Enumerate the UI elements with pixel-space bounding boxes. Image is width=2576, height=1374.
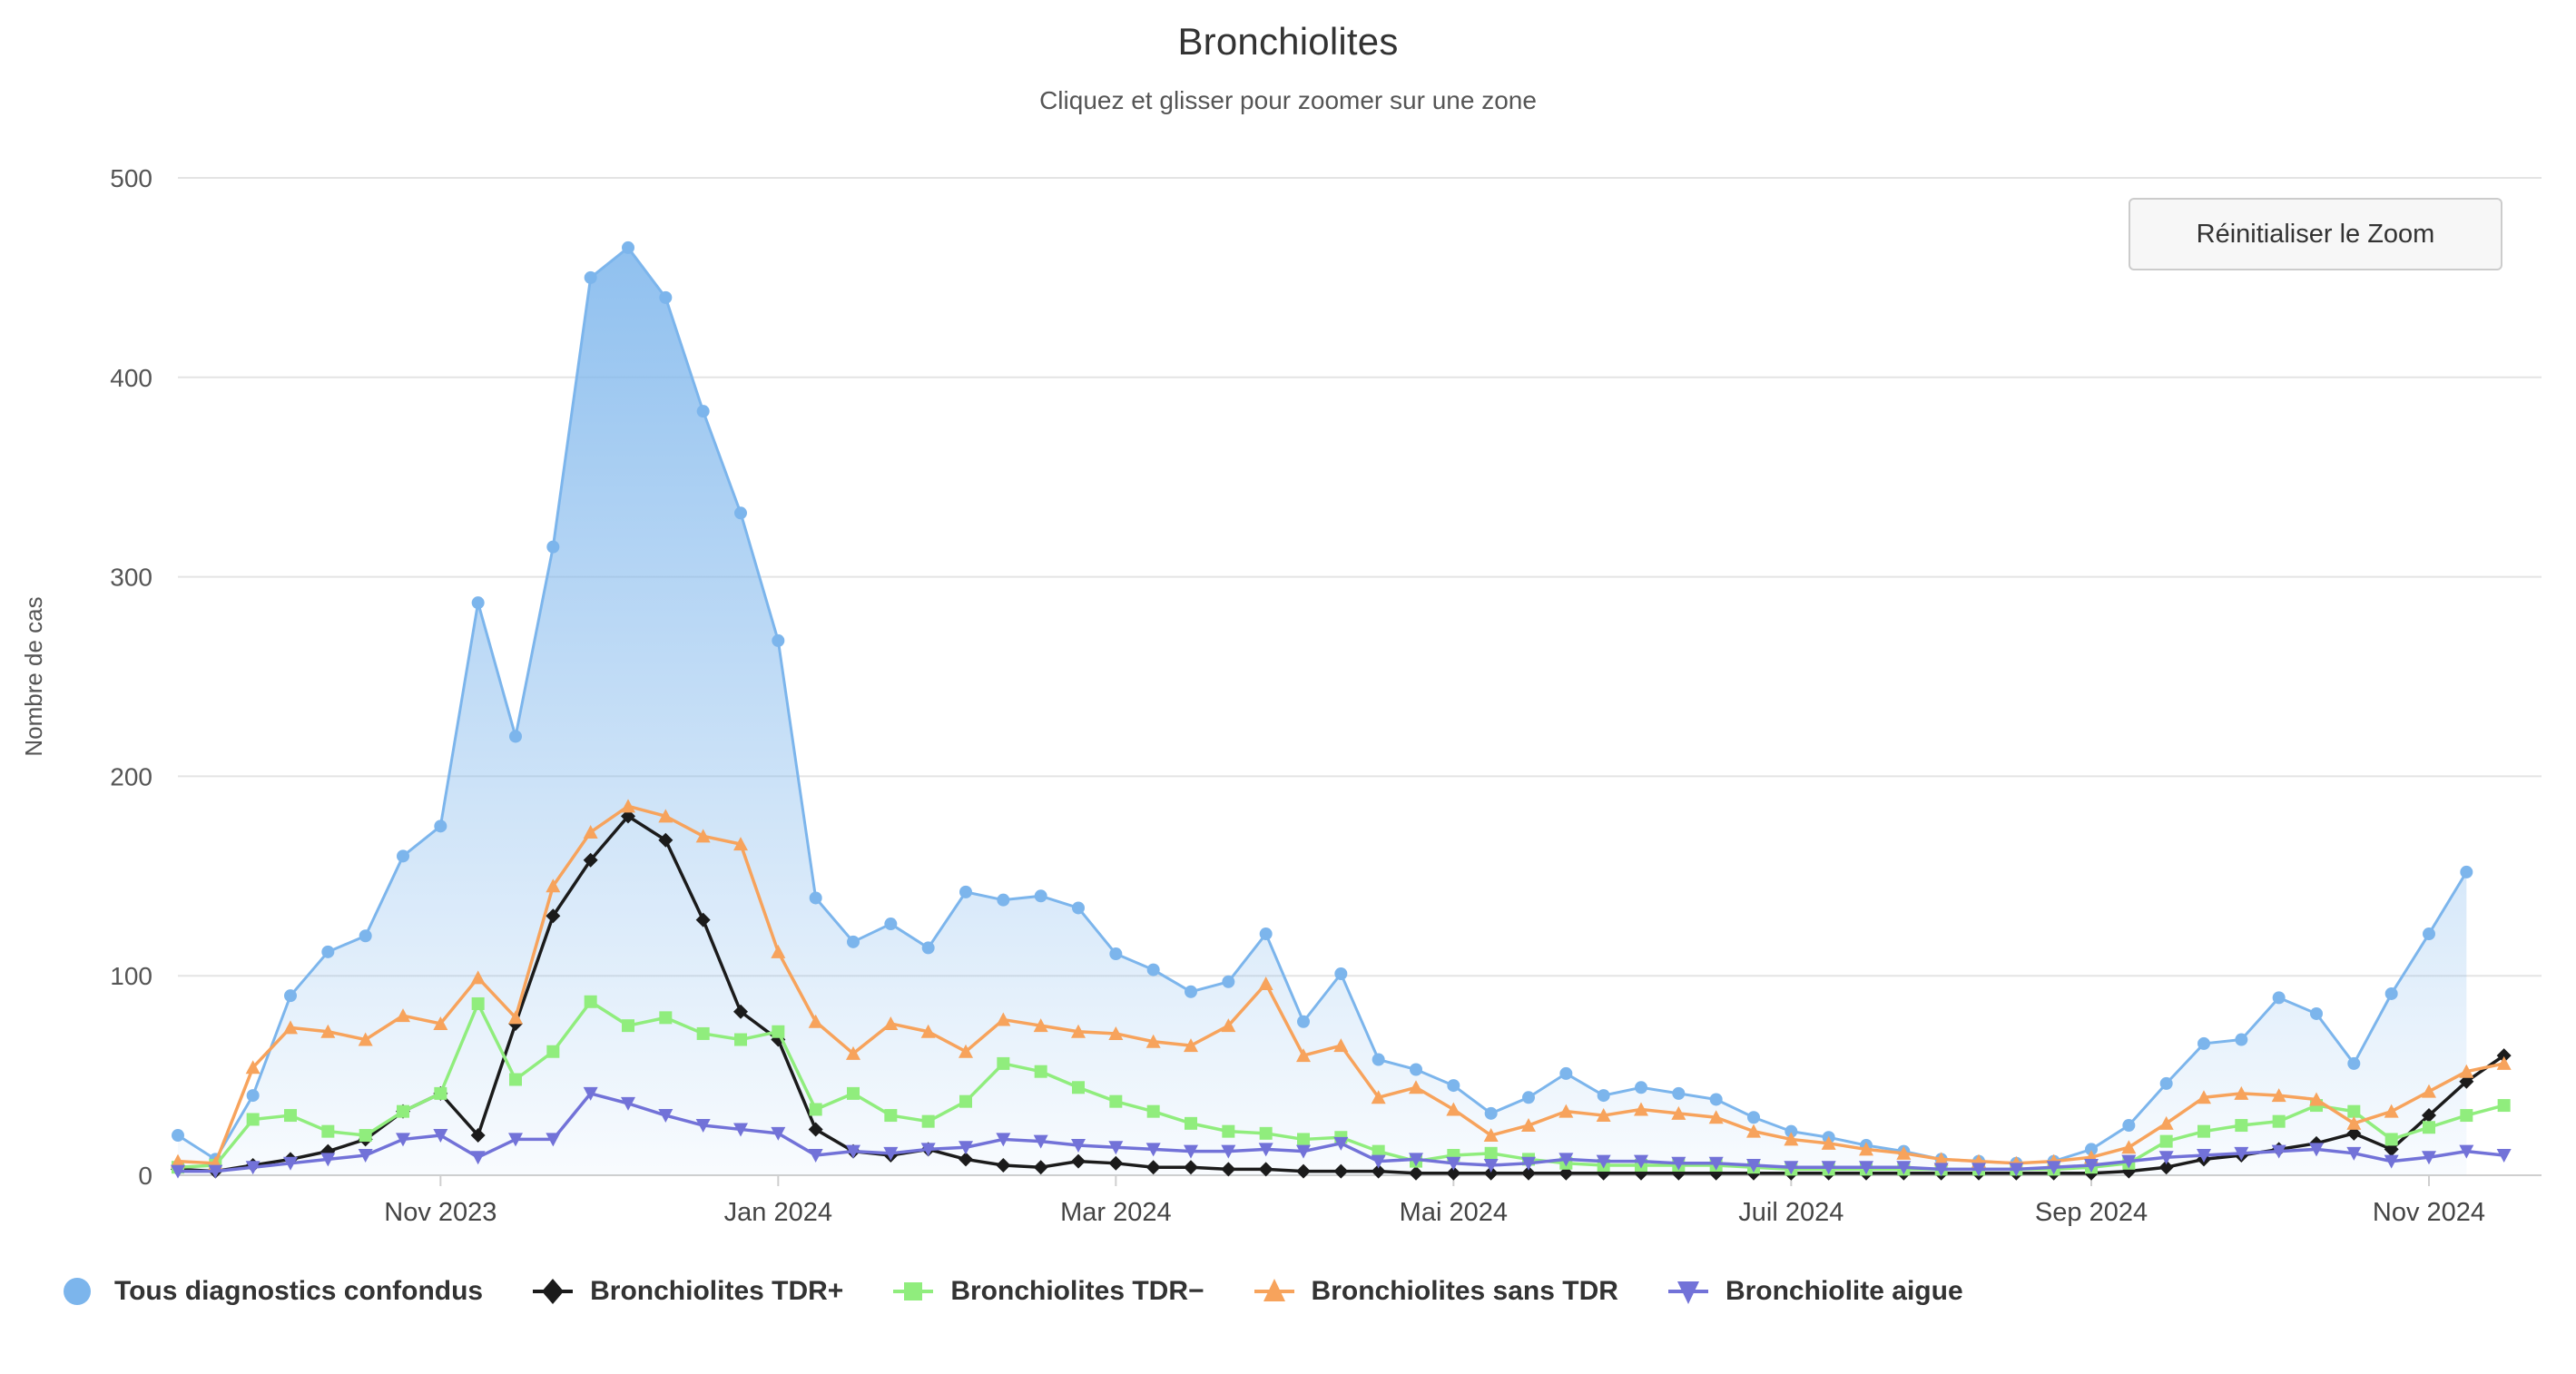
data-point-marker <box>1334 967 1347 980</box>
legend-item-label: Bronchiolites TDR+ <box>590 1276 844 1306</box>
data-point-marker <box>884 1109 897 1122</box>
data-point-marker <box>247 1113 260 1125</box>
legend-item-1[interactable] <box>56 1271 483 1312</box>
y-axis-tick-label: 0 <box>138 1162 152 1190</box>
data-point-marker <box>397 1105 409 1118</box>
data-point-marker <box>546 541 559 554</box>
legend-marker-triangle-icon <box>1254 1271 1295 1312</box>
chart-subtitle: Cliquez et glisser pour zoomer sur une zone <box>1039 86 1537 114</box>
data-point-marker <box>2460 1109 2473 1122</box>
data-point-marker <box>884 918 897 930</box>
data-point-marker <box>321 946 334 958</box>
data-point-marker <box>734 1034 747 1046</box>
data-point-marker <box>2498 1099 2511 1112</box>
chart-legend <box>56 1271 2012 1312</box>
data-point-marker <box>321 1125 334 1138</box>
data-point-marker <box>810 891 822 904</box>
data-point-marker <box>922 1115 935 1128</box>
data-point-marker <box>2122 1119 2135 1132</box>
data-point-marker <box>2273 991 2286 1004</box>
data-point-marker <box>959 1095 972 1108</box>
data-point-marker <box>2423 927 2435 940</box>
data-point-marker <box>772 634 784 647</box>
data-point-marker <box>2310 1007 2323 1020</box>
data-point-marker <box>959 886 972 898</box>
data-point-marker <box>1222 976 1234 988</box>
data-point-marker <box>2235 1034 2247 1046</box>
data-point-marker <box>1598 1089 1610 1102</box>
data-point-marker <box>734 506 747 519</box>
data-point-marker <box>1522 1091 1535 1104</box>
data-point-marker <box>2160 1135 2173 1148</box>
y-axis-tick-label: 100 <box>110 962 152 991</box>
legend-item-label: Bronchiolites TDR− <box>950 1276 1204 1306</box>
data-point-marker <box>1072 1081 1085 1094</box>
data-point-marker <box>659 291 672 304</box>
data-point-marker <box>659 1011 672 1024</box>
data-point-marker <box>585 996 597 1008</box>
data-point-marker <box>1297 1016 1310 1028</box>
data-point-marker <box>847 1087 860 1100</box>
data-point-marker <box>1185 986 1197 998</box>
data-point-marker <box>1710 1093 1723 1105</box>
data-point-marker <box>622 1019 634 1032</box>
x-axis-tick-label: Mai 2024 <box>1399 1198 1508 1227</box>
page-title: Bronchiolites <box>1177 20 1399 63</box>
x-axis-tick-label: Nov 2023 <box>384 1198 497 1227</box>
legend-marker-circle-icon <box>56 1271 98 1312</box>
data-point-marker <box>2385 987 2398 1000</box>
data-point-marker <box>546 1045 559 1058</box>
data-point-marker <box>1410 1064 1422 1076</box>
data-point-marker <box>1559 1067 1572 1080</box>
data-point-marker <box>1109 947 1122 960</box>
data-point-marker <box>172 1129 184 1142</box>
data-point-marker <box>2197 1037 2210 1050</box>
data-point-marker <box>2385 1133 2398 1145</box>
data-point-marker <box>284 1109 297 1122</box>
data-point-marker <box>847 936 860 948</box>
chart-series-1 <box>172 241 2473 1175</box>
data-point-marker <box>1635 1081 1647 1094</box>
legend-marker-square-icon <box>892 1271 934 1312</box>
data-point-marker <box>1035 1065 1047 1078</box>
y-axis-title: Nombre de cas <box>20 596 47 757</box>
data-point-marker <box>1485 1107 1498 1120</box>
data-point-marker <box>1485 1147 1498 1160</box>
x-axis-tick-label: Jan 2024 <box>723 1198 832 1227</box>
data-point-marker <box>472 596 485 609</box>
data-point-marker <box>472 997 485 1010</box>
data-point-marker <box>2235 1119 2247 1132</box>
data-point-marker <box>2460 866 2473 878</box>
x-axis-tick-label: Sep 2024 <box>2034 1198 2148 1227</box>
y-axis-tick-label: 400 <box>110 363 152 392</box>
data-point-marker <box>697 405 710 417</box>
y-axis-tick-label: 300 <box>110 563 152 592</box>
data-point-marker <box>1147 964 1160 977</box>
data-point-marker <box>810 1103 822 1115</box>
data-point-marker <box>997 894 1009 907</box>
data-point-marker <box>434 819 447 832</box>
legend-marker-diamond-icon <box>532 1271 574 1312</box>
data-point-marker <box>2423 1121 2435 1134</box>
data-point-marker <box>2273 1115 2286 1128</box>
data-point-marker <box>2347 1105 2360 1118</box>
data-point-marker <box>1185 1117 1197 1130</box>
data-point-marker <box>397 849 409 862</box>
data-point-marker <box>1260 927 1273 940</box>
x-axis-tick-label: Mar 2024 <box>1060 1198 1172 1227</box>
data-point-marker <box>1747 1111 1760 1124</box>
data-point-marker <box>2347 1057 2360 1070</box>
data-point-marker <box>509 730 522 742</box>
legend-item-2[interactable] <box>532 1271 843 1312</box>
legend-item-label: Bronchiolites sans TDR <box>1311 1276 1618 1306</box>
data-point-marker <box>772 1026 784 1038</box>
legend-item-label: Bronchiolite aigue <box>1725 1276 1963 1306</box>
x-axis-tick-label: Juil 2024 <box>1738 1198 1844 1227</box>
data-point-marker <box>509 1073 522 1085</box>
data-point-marker <box>1672 1087 1685 1100</box>
data-point-marker <box>359 1129 372 1142</box>
data-point-marker <box>1035 889 1047 902</box>
data-point-marker <box>1447 1079 1460 1092</box>
data-point-marker <box>434 1087 447 1100</box>
data-point-marker <box>697 1027 710 1040</box>
data-point-marker <box>359 929 372 942</box>
data-point-marker <box>1147 1105 1160 1118</box>
legend-item-label: Tous diagnostics confondus <box>114 1276 484 1306</box>
data-point-marker <box>1072 901 1085 914</box>
data-point-marker <box>1222 1125 1234 1138</box>
legend-item-4[interactable] <box>1254 1271 1618 1312</box>
data-point-marker <box>247 1089 260 1102</box>
data-point-marker <box>922 941 935 954</box>
data-point-marker <box>622 241 634 254</box>
data-point-marker <box>997 1057 1009 1070</box>
data-point-marker <box>1297 1133 1310 1145</box>
legend-marker-triangle-down-icon <box>1667 1271 1709 1312</box>
data-point-marker <box>2197 1125 2210 1138</box>
x-axis-tick-label: Nov 2024 <box>2372 1198 2486 1227</box>
data-point-marker <box>585 271 597 284</box>
reset-zoom-button[interactable]: Réinitialiser le Zoom <box>2129 198 2502 270</box>
data-point-marker <box>1109 1095 1122 1108</box>
y-axis-tick-label: 500 <box>110 164 152 192</box>
y-axis-tick-label: 200 <box>110 762 152 791</box>
data-point-marker <box>2160 1077 2173 1090</box>
legend-item-3[interactable] <box>892 1271 1204 1312</box>
legend-item-5[interactable] <box>1667 1271 1963 1312</box>
data-point-marker <box>1260 1127 1273 1140</box>
data-point-marker <box>284 989 297 1002</box>
data-point-marker <box>1372 1054 1385 1066</box>
